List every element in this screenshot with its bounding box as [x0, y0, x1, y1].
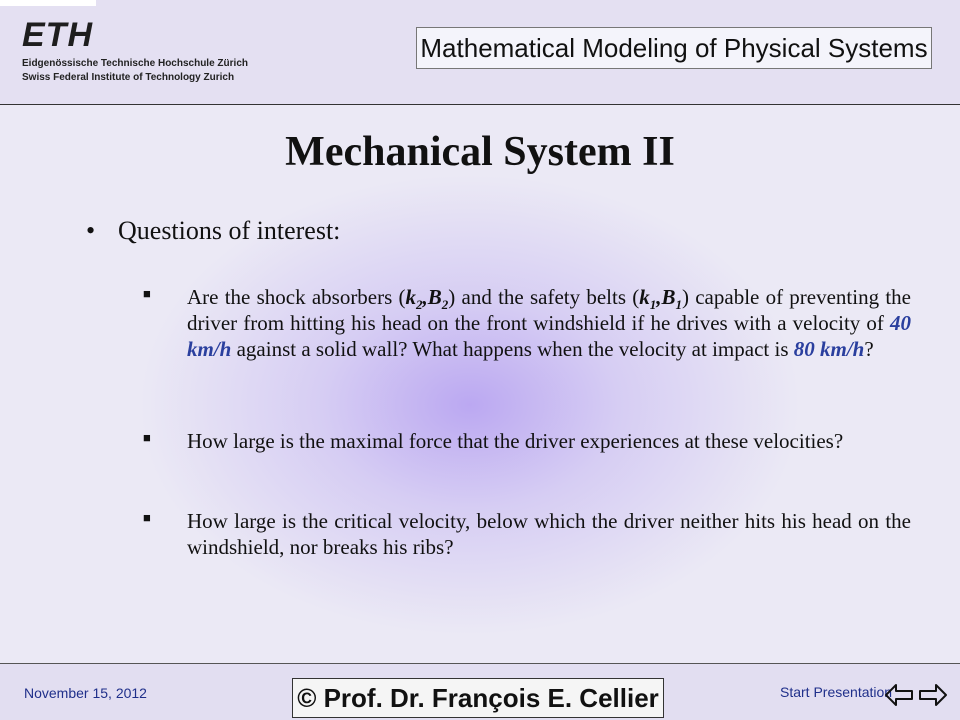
q1-text-b: ) and the safety belts (: [448, 285, 640, 309]
var-k1: $k_1$: [639, 285, 657, 313]
eth-logo: [0, 0, 270, 100]
q1-comma-b: ,: [656, 285, 662, 309]
var-b2: $B_2$: [427, 285, 449, 313]
slide-background: [0, 105, 960, 663]
course-title: Mathematical Modeling of Physical Systems: [416, 27, 932, 69]
q1-text-d: against a solid wall? What happens when the velocity at impact is: [231, 337, 794, 361]
header-divider: [0, 104, 960, 105]
var-k2: $k_2$: [405, 285, 423, 313]
square-bullet-icon: ■: [143, 286, 151, 301]
main-bullet: [86, 216, 340, 246]
author-credit: © Prof. Dr. François E. Cellier: [292, 678, 664, 718]
question-2: How large is the maximal force that the driver experiences at these velocities?: [187, 429, 844, 453]
back-arrow-icon[interactable]: [884, 680, 916, 710]
eth-logo-line2: Swiss Federal Institute of Technology Zurich: [22, 72, 235, 83]
square-bullet-icon: ■: [143, 510, 151, 525]
forward-arrow-icon[interactable]: [916, 680, 948, 710]
question-1: [187, 284, 911, 362]
eth-logo-mark: ETH: [22, 16, 93, 54]
logo-accent: [0, 0, 96, 6]
bullet-dot-icon: •: [86, 216, 96, 245]
velocity-80: 80 km/h: [793, 337, 865, 361]
q1-text-e: ?: [864, 337, 874, 361]
var-b1: $B_1$: [661, 285, 682, 313]
q1-text-a: Are the shock absorbers (: [187, 285, 406, 309]
velocity-40: 40 km/h: [187, 311, 911, 361]
q1-comma-a: ,: [422, 285, 428, 309]
main-bullet-text: Questions of interest:: [118, 216, 341, 245]
slide-title: Mechanical System II: [285, 129, 675, 175]
question-3: How large is the critical velocity, below which the driver neither hits his head on the windshield, nor breaks his ribs?: [187, 509, 911, 559]
footer-date: November 15, 2012: [24, 685, 147, 701]
eth-logo-line1: Eidgenössische Technische Hochschule Zürich: [22, 58, 248, 69]
start-presentation-link[interactable]: Start Presentation: [780, 684, 893, 700]
square-bullet-icon: ■: [143, 430, 151, 445]
q1-text-c: ) capable of preventing the driver from hitting his head on the front windshield if he drives with a velocity of: [187, 285, 911, 335]
